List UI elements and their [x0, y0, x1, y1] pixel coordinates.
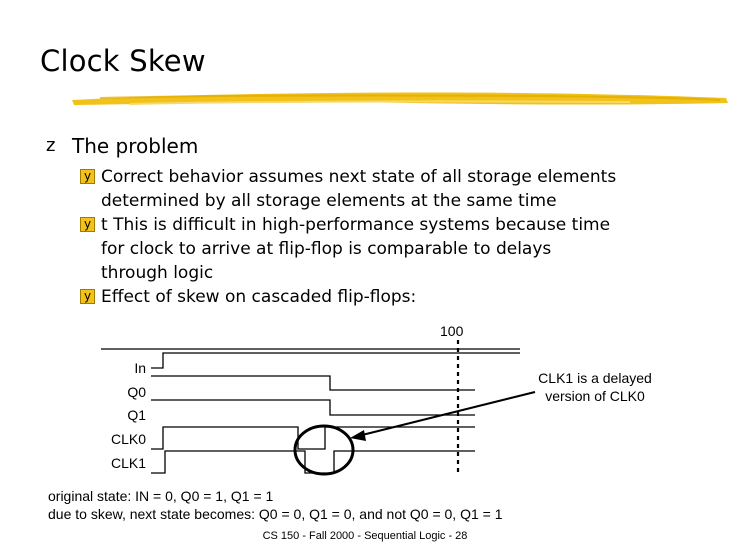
- sub-bullet-line: for clock to arrive at flip-flop is comparable to delays: [101, 239, 552, 259]
- bullet-z-icon: z: [46, 135, 56, 156]
- waveform-clk1: [151, 451, 475, 473]
- waveform-in: [151, 353, 520, 368]
- signal-label-clk1: CLK1: [110, 455, 146, 471]
- skew-highlight-circle: [295, 426, 353, 474]
- sub-bullet-line: Correct behavior assumes next state of all storage elements: [101, 167, 617, 187]
- callout-line: version of CLK0: [545, 388, 645, 404]
- callout-text: [520, 369, 670, 405]
- sub-bullet-line: Effect of skew on cascaded flip-flops:: [101, 287, 417, 307]
- waveform-q0: [151, 376, 475, 390]
- sub-bullet-line: through logic: [101, 263, 214, 283]
- bullet-y-icon: y: [80, 217, 95, 232]
- note-original-state: original state: IN = 0, Q0 = 1, Q1 = 1: [48, 488, 274, 504]
- signal-label-q1: Q1: [127, 407, 146, 423]
- sub-bullet-line: determined by all storage elements at the same time: [101, 191, 557, 211]
- slide-title: Clock Skew: [40, 44, 206, 78]
- bullet-y-icon: y: [80, 169, 95, 184]
- signal-label-q0: Q0: [127, 384, 146, 400]
- signal-label-clk0: CLK0: [110, 431, 146, 447]
- callout-line: CLK1 is a delayed: [538, 370, 652, 386]
- signal-label-in: In: [134, 360, 146, 376]
- note-next-state: due to skew, next state becomes: Q0 = 0, Q1 = 0, and not Q0 = 0, Q1 = 1: [48, 506, 503, 522]
- main-bullet-text: The problem: [72, 134, 199, 158]
- callout-arrowhead: [350, 430, 366, 441]
- callout-arrow-line: [358, 392, 535, 436]
- bullet-y-icon: y: [80, 289, 95, 304]
- waveform-q1: [151, 400, 475, 415]
- sub-bullet-line: t This is difficult in high-performance systems because time: [101, 215, 611, 235]
- time-marker-label: 100: [440, 323, 464, 339]
- waveform-clk0: [151, 427, 475, 449]
- slide-footer: CS 150 - Fall 2000 - Sequential Logic - 28: [262, 530, 468, 542]
